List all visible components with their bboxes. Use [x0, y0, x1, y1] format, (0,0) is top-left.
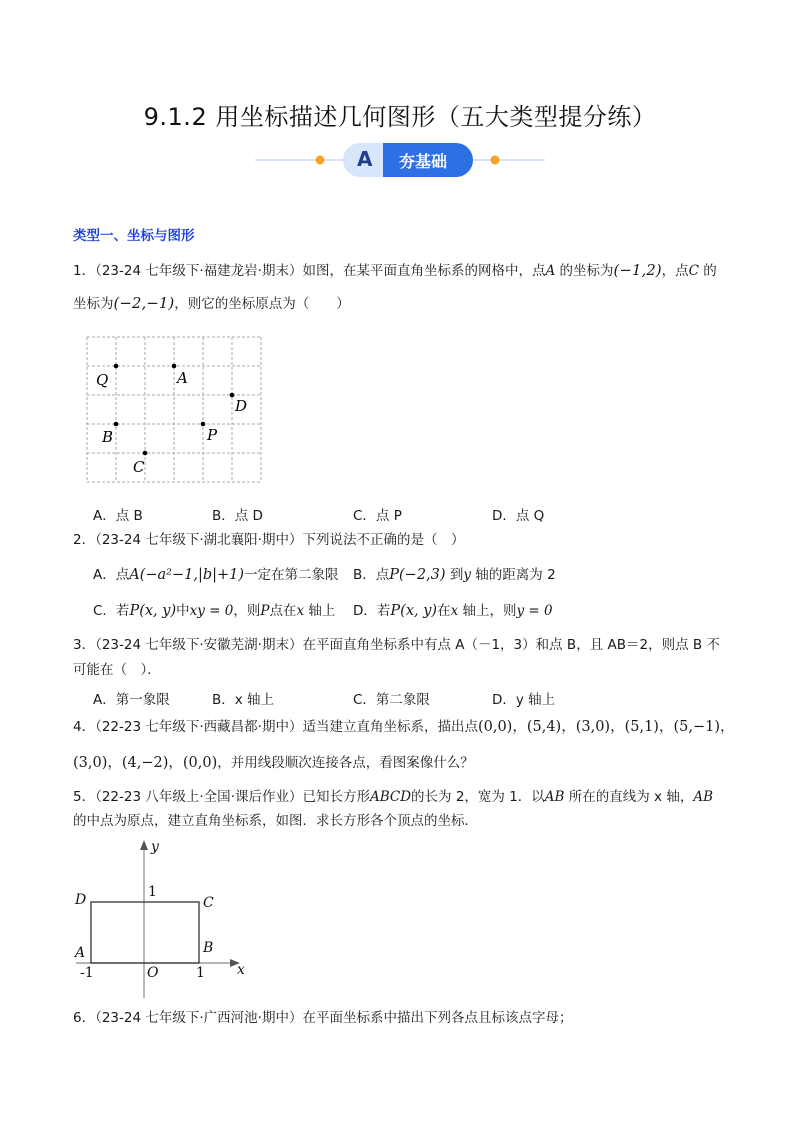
q1-line2: 坐标为(−2,−1)，则它的坐标原点为（ ） [73, 294, 350, 312]
q4-line2: (3,0)，(4,−2)，(0,0)，并用线段顺次连接各点，看图案像什么？ [73, 755, 474, 771]
q3-line2: 可能在（ ）． [73, 662, 161, 678]
q5-coordinate-figure [70, 838, 260, 1003]
q5-line1: 5．（22-23 八年级上·全国·课后作业）已知长方形ABCD的长为 2，宽为 1．以AB 所在的直线为 x 轴，AB [73, 789, 714, 805]
q2-option-b: B．点P(−2,3) 到y 轴的距离为 2 [353, 567, 556, 583]
q1-option-d: D．点 Q [492, 508, 545, 524]
q1-line1: 1．（23-24 七年级下·福建龙岩·期末）如图，在某平面直角坐标系的网格中，点A 的坐标为(−1,2)，点C 的 [73, 261, 717, 279]
banner-text: 夯基础 [399, 152, 448, 171]
point-b [114, 422, 119, 427]
label-c: C [203, 895, 214, 911]
point-c [143, 451, 148, 456]
label-a: A [177, 369, 188, 387]
q2-stem: 2．（23-24 七年级下·湖北襄阳·期中）下列说法不正确的是（ ） [73, 532, 465, 548]
label-neg-one: -1 [80, 965, 94, 981]
label-o: O [147, 965, 159, 981]
q1-option-a: A．点 B [93, 508, 143, 524]
label-q: Q [96, 371, 109, 389]
q5-line2: 的中点为原点，建立直角坐标系，如图．求长方形各个顶点的坐标． [73, 813, 478, 829]
q3-option-d: D．y 轴上 [492, 692, 556, 708]
q1-option-c: C．点 P [353, 508, 402, 524]
point-a [172, 364, 177, 369]
q1-grid-figure [86, 336, 266, 486]
banner-dot-left-icon [316, 156, 325, 165]
q4-line1: 4．（22-23 七年级下·西藏昌都·期中）适当建立直角坐标系，描出点(0,0)，(5,4)，(3,0)，(5,1)，(5,−1)， [73, 719, 735, 735]
section-heading: 类型一、坐标与图形 [73, 228, 195, 244]
q2-option-d: D．若P(x, y)在x 轴上，则y = 0 [353, 603, 553, 619]
q3-option-a: A．第一象限 [93, 692, 170, 708]
point-d [230, 393, 235, 398]
q2-option-a: A．点A(−a²−1,|b|+1)一定在第二象限 [93, 567, 339, 583]
q1-option-b: B．点 D [212, 508, 263, 524]
rectangle-abcd [91, 902, 199, 963]
point-p [201, 422, 206, 427]
label-a: A [75, 945, 86, 961]
point-q [114, 364, 119, 369]
label-one-top: 1 [148, 884, 157, 900]
label-one-right: 1 [196, 965, 205, 981]
label-b: B [203, 940, 214, 956]
label-p: P [207, 426, 218, 444]
q3-option-c: C．第二象限 [353, 692, 430, 708]
q3-option-b: B．x 轴上 [212, 692, 275, 708]
y-axis-arrow-icon [140, 840, 148, 850]
label-b: B [102, 428, 114, 446]
banner-dot-right-icon [491, 156, 500, 165]
label-y: y [151, 839, 159, 855]
label-c: C [133, 458, 145, 476]
q3-line1: 3．（23-24 七年级下·安徽芜湖·期末）在平面直角坐标系中有点 A（－1，3）和点 B，且 AB＝2，则点 B 不 [73, 637, 720, 653]
section-banner [255, 140, 545, 180]
q2-option-c: C．若P(x, y)中xy = 0，则P点在x 轴上 [93, 603, 336, 619]
q6-stem: 6．（23-24 七年级下·广西河池·期中）在平面坐标系中描出下列各点且标该点字母； [73, 1010, 573, 1026]
banner-letter: A [357, 147, 373, 171]
label-d: D [235, 397, 248, 415]
label-x: x [237, 962, 245, 978]
label-d: D [75, 892, 87, 908]
page-title: 9.1.2 用坐标描述几何图形（五大类型提分练） [143, 103, 657, 131]
